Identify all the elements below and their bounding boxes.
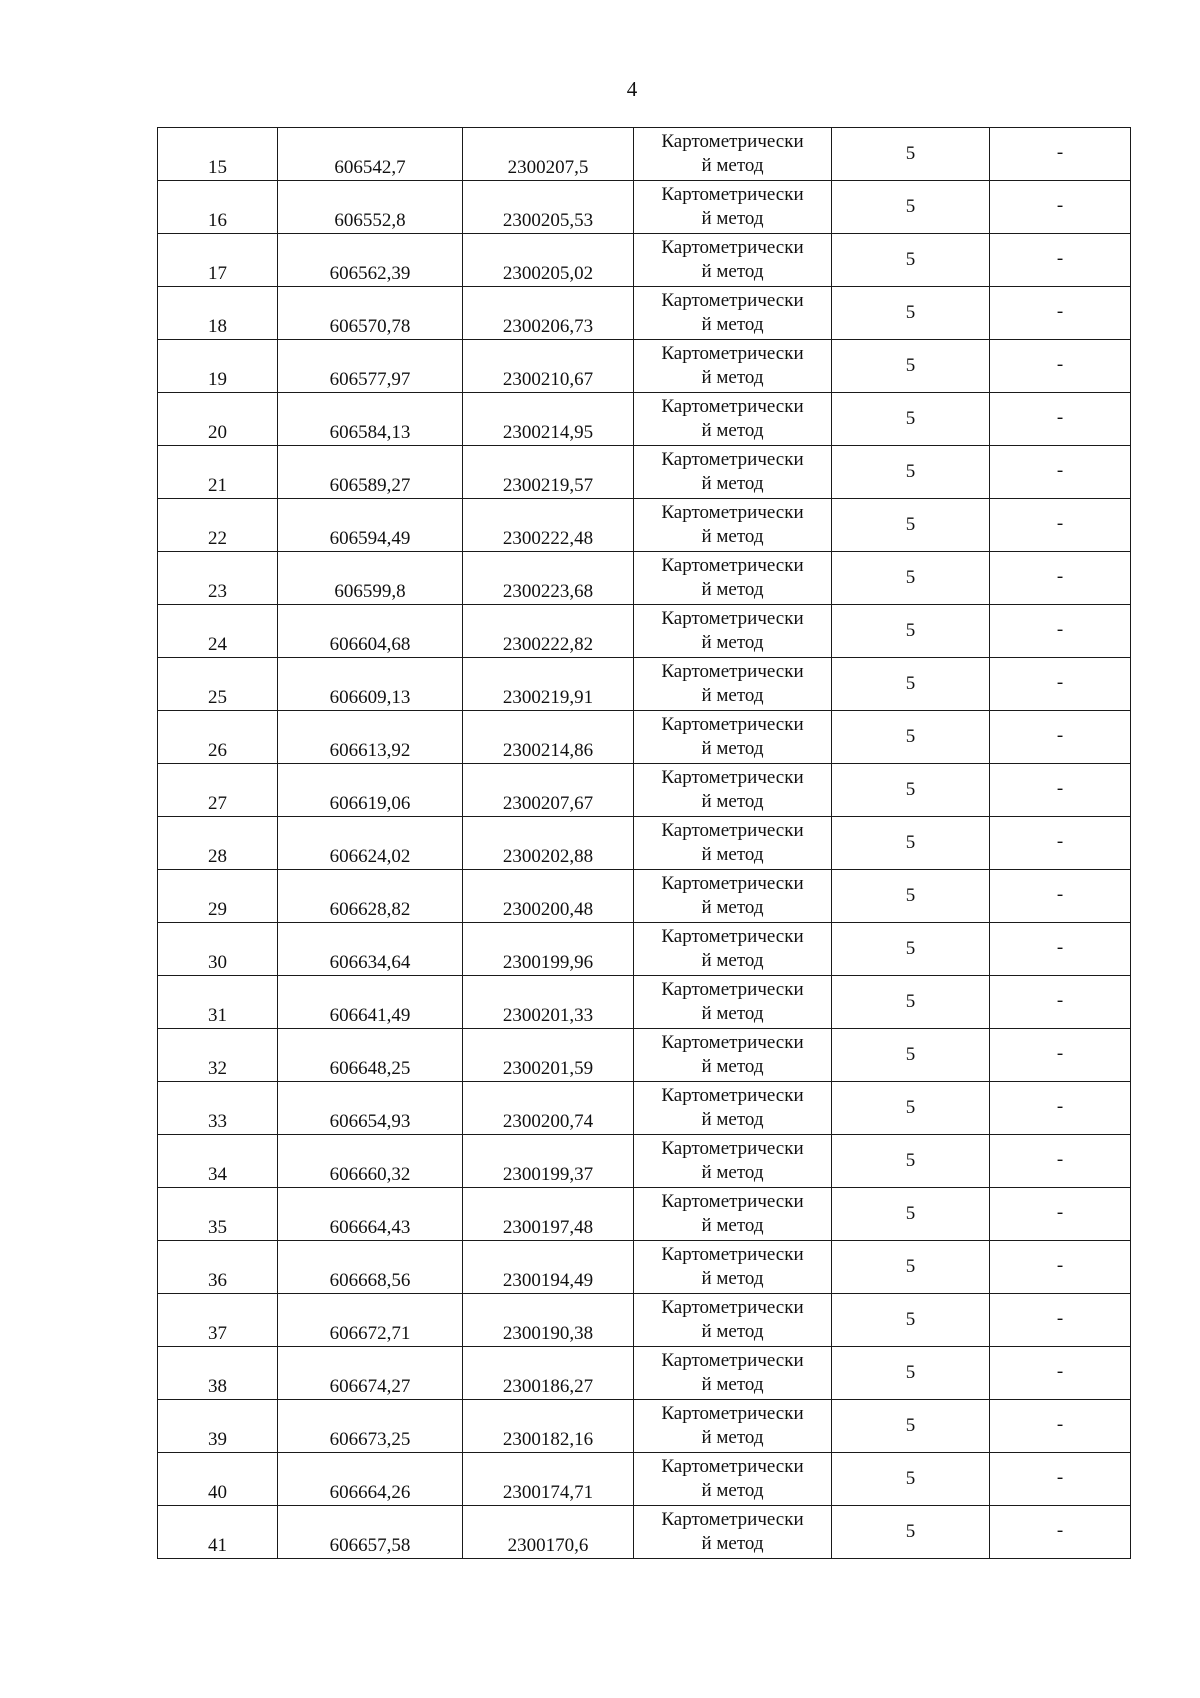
point-number-cell: 19	[158, 340, 278, 393]
y-coordinate-cell: 2300219,91	[463, 658, 634, 711]
note-text: -	[1056, 1043, 1064, 1064]
accuracy-cell: 5	[832, 499, 990, 552]
x-coordinate-cell: 606562,39	[278, 234, 463, 287]
note-text: -	[1056, 248, 1064, 269]
method-cell	[634, 340, 832, 393]
table-row	[158, 1400, 1131, 1453]
table-row	[158, 181, 1131, 234]
method-cell	[634, 1188, 832, 1241]
table-row	[158, 552, 1131, 605]
point-number-cell: 15	[158, 128, 278, 181]
note-text: -	[1056, 301, 1064, 322]
method-cell	[634, 287, 832, 340]
point-number-cell: 22	[158, 499, 278, 552]
y-coordinate-cell: 2300207,5	[463, 128, 634, 181]
point-number-cell: 18	[158, 287, 278, 340]
note-cell	[990, 1082, 1131, 1135]
table-row	[158, 976, 1131, 1029]
note-text: -	[1056, 884, 1064, 905]
note-cell	[990, 923, 1131, 976]
table-row	[158, 446, 1131, 499]
note-cell	[990, 870, 1131, 923]
table-row	[158, 658, 1131, 711]
note-text: -	[1056, 566, 1064, 587]
method-line-2: й метод	[701, 897, 764, 918]
method-cell	[634, 764, 832, 817]
y-coordinate-cell: 2300174,71	[463, 1453, 634, 1506]
note-text: -	[1056, 354, 1064, 375]
method-cell	[634, 711, 832, 764]
x-coordinate-cell: 606570,78	[278, 287, 463, 340]
method-line-1: Картометрически	[661, 1032, 804, 1053]
table-row	[158, 1453, 1131, 1506]
table-row	[158, 128, 1131, 181]
note-cell	[990, 817, 1131, 870]
note-cell	[990, 1135, 1131, 1188]
method-line-1: Картометрически	[661, 1509, 804, 1530]
accuracy-cell: 5	[832, 552, 990, 605]
table-row	[158, 764, 1131, 817]
x-coordinate-cell: 606577,97	[278, 340, 463, 393]
note-text: -	[1056, 1202, 1064, 1223]
note-text: -	[1056, 513, 1064, 534]
x-coordinate-cell: 606657,58	[278, 1506, 463, 1559]
note-text: -	[1056, 1308, 1064, 1329]
x-coordinate-cell: 606654,93	[278, 1082, 463, 1135]
accuracy-cell: 5	[832, 1400, 990, 1453]
accuracy-cell: 5	[832, 393, 990, 446]
note-cell	[990, 234, 1131, 287]
point-number-cell: 24	[158, 605, 278, 658]
method-cell	[634, 976, 832, 1029]
note-text: -	[1056, 1414, 1064, 1435]
note-cell	[990, 1400, 1131, 1453]
x-coordinate-cell: 606634,64	[278, 923, 463, 976]
accuracy-cell: 5	[832, 1347, 990, 1400]
table-row	[158, 340, 1131, 393]
method-line-2: й метод	[701, 473, 764, 494]
method-line-1: Картометрически	[661, 714, 804, 735]
accuracy-cell: 5	[832, 1082, 990, 1135]
method-line-1: Картометрически	[661, 343, 804, 364]
x-coordinate-cell: 606613,92	[278, 711, 463, 764]
note-text: -	[1056, 1149, 1064, 1170]
x-coordinate-cell: 606609,13	[278, 658, 463, 711]
note-text: -	[1056, 725, 1064, 746]
x-coordinate-cell: 606599,8	[278, 552, 463, 605]
coordinates-table-body	[158, 128, 1131, 1559]
x-coordinate-cell: 606619,06	[278, 764, 463, 817]
method-line-1: Картометрически	[661, 184, 804, 205]
method-line-1: Картометрически	[661, 1085, 804, 1106]
x-coordinate-cell: 606552,8	[278, 181, 463, 234]
y-coordinate-cell: 2300222,48	[463, 499, 634, 552]
point-number-cell: 38	[158, 1347, 278, 1400]
note-cell	[990, 1241, 1131, 1294]
y-coordinate-cell: 2300200,74	[463, 1082, 634, 1135]
method-line-1: Картометрически	[661, 396, 804, 417]
method-line-2: й метод	[701, 685, 764, 706]
accuracy-cell: 5	[832, 287, 990, 340]
method-cell	[634, 1347, 832, 1400]
table-row	[158, 499, 1131, 552]
y-coordinate-cell: 2300207,67	[463, 764, 634, 817]
note-text: -	[1056, 937, 1064, 958]
y-coordinate-cell: 2300170,6	[463, 1506, 634, 1559]
note-text: -	[1056, 619, 1064, 640]
point-number-cell: 34	[158, 1135, 278, 1188]
method-line-2: й метод	[701, 1056, 764, 1077]
method-line-2: й метод	[701, 526, 764, 547]
method-line-2: й метод	[701, 314, 764, 335]
method-cell	[634, 817, 832, 870]
point-number-cell: 21	[158, 446, 278, 499]
point-number-cell: 40	[158, 1453, 278, 1506]
method-cell	[634, 923, 832, 976]
accuracy-cell: 5	[832, 1029, 990, 1082]
point-number-cell: 41	[158, 1506, 278, 1559]
method-line-2: й метод	[701, 155, 764, 176]
table-row	[158, 234, 1131, 287]
method-line-1: Картометрически	[661, 131, 804, 152]
note-cell	[990, 1029, 1131, 1082]
method-line-2: й метод	[701, 1109, 764, 1130]
method-line-2: й метод	[701, 208, 764, 229]
note-text: -	[1056, 460, 1064, 481]
y-coordinate-cell: 2300186,27	[463, 1347, 634, 1400]
point-number-cell: 29	[158, 870, 278, 923]
x-coordinate-cell: 606628,82	[278, 870, 463, 923]
method-line-2: й метод	[701, 1321, 764, 1342]
x-coordinate-cell: 606664,43	[278, 1188, 463, 1241]
accuracy-cell: 5	[832, 128, 990, 181]
table-row	[158, 870, 1131, 923]
note-text: -	[1056, 1096, 1064, 1117]
accuracy-cell: 5	[832, 446, 990, 499]
note-text: -	[1056, 672, 1064, 693]
x-coordinate-cell: 606664,26	[278, 1453, 463, 1506]
y-coordinate-cell: 2300219,57	[463, 446, 634, 499]
method-line-2: й метод	[701, 1533, 764, 1554]
note-cell	[990, 605, 1131, 658]
y-coordinate-cell: 2300194,49	[463, 1241, 634, 1294]
accuracy-cell: 5	[832, 1453, 990, 1506]
accuracy-cell: 5	[832, 764, 990, 817]
method-line-1: Картометрически	[661, 608, 804, 629]
table-row	[158, 1188, 1131, 1241]
table-row	[158, 393, 1131, 446]
accuracy-cell: 5	[832, 870, 990, 923]
method-line-1: Картометрически	[661, 767, 804, 788]
note-cell	[990, 658, 1131, 711]
y-coordinate-cell: 2300206,73	[463, 287, 634, 340]
table-row	[158, 1135, 1131, 1188]
note-cell	[990, 128, 1131, 181]
note-cell	[990, 1347, 1131, 1400]
method-cell	[634, 1082, 832, 1135]
accuracy-cell: 5	[832, 923, 990, 976]
point-number-cell: 23	[158, 552, 278, 605]
method-cell	[634, 658, 832, 711]
note-cell	[990, 1294, 1131, 1347]
note-cell	[990, 1188, 1131, 1241]
method-cell	[634, 870, 832, 923]
x-coordinate-cell: 606668,56	[278, 1241, 463, 1294]
table-row	[158, 1082, 1131, 1135]
note-text: -	[1056, 1520, 1064, 1541]
method-cell	[634, 446, 832, 499]
x-coordinate-cell: 606542,7	[278, 128, 463, 181]
x-coordinate-cell: 606624,02	[278, 817, 463, 870]
y-coordinate-cell: 2300214,86	[463, 711, 634, 764]
method-cell	[634, 552, 832, 605]
note-cell	[990, 393, 1131, 446]
method-line-1: Картометрически	[661, 449, 804, 470]
y-coordinate-cell: 2300222,82	[463, 605, 634, 658]
y-coordinate-cell: 2300200,48	[463, 870, 634, 923]
x-coordinate-cell: 606660,32	[278, 1135, 463, 1188]
note-text: -	[1056, 195, 1064, 216]
table-row	[158, 1294, 1131, 1347]
method-cell	[634, 1135, 832, 1188]
table-row	[158, 287, 1131, 340]
page-number: 4	[626, 77, 638, 101]
point-number-cell: 16	[158, 181, 278, 234]
accuracy-cell: 5	[832, 340, 990, 393]
y-coordinate-cell: 2300199,37	[463, 1135, 634, 1188]
y-coordinate-cell: 2300205,53	[463, 181, 634, 234]
note-text: -	[1056, 990, 1064, 1011]
point-number-cell: 33	[158, 1082, 278, 1135]
accuracy-cell: 5	[832, 1506, 990, 1559]
note-text: -	[1056, 831, 1064, 852]
accuracy-cell: 5	[832, 1135, 990, 1188]
method-cell	[634, 234, 832, 287]
note-text: -	[1056, 1361, 1064, 1382]
accuracy-cell: 5	[832, 817, 990, 870]
table-row	[158, 605, 1131, 658]
method-cell	[634, 605, 832, 658]
method-line-1: Картометрически	[661, 1403, 804, 1424]
table-row	[158, 1241, 1131, 1294]
point-number-cell: 35	[158, 1188, 278, 1241]
accuracy-cell: 5	[832, 181, 990, 234]
x-coordinate-cell: 606648,25	[278, 1029, 463, 1082]
x-coordinate-cell: 606589,27	[278, 446, 463, 499]
method-cell	[634, 1506, 832, 1559]
method-line-2: й метод	[701, 1268, 764, 1289]
y-coordinate-cell: 2300182,16	[463, 1400, 634, 1453]
note-text: -	[1056, 407, 1064, 428]
method-cell	[634, 1029, 832, 1082]
table-row	[158, 1506, 1131, 1559]
method-line-1: Картометрически	[661, 290, 804, 311]
point-number-cell: 26	[158, 711, 278, 764]
note-cell	[990, 976, 1131, 1029]
method-cell	[634, 1400, 832, 1453]
note-cell	[990, 340, 1131, 393]
x-coordinate-cell: 606584,13	[278, 393, 463, 446]
method-line-2: й метод	[701, 1215, 764, 1236]
point-number-cell: 25	[158, 658, 278, 711]
method-line-1: Картометрически	[661, 661, 804, 682]
method-cell	[634, 1453, 832, 1506]
method-line-1: Картометрически	[661, 502, 804, 523]
point-number-cell: 31	[158, 976, 278, 1029]
method-cell	[634, 1241, 832, 1294]
note-text: -	[1056, 1467, 1064, 1488]
method-line-2: й метод	[701, 1427, 764, 1448]
point-number-cell: 20	[158, 393, 278, 446]
accuracy-cell: 5	[832, 1241, 990, 1294]
x-coordinate-cell: 606674,27	[278, 1347, 463, 1400]
x-coordinate-cell: 606594,49	[278, 499, 463, 552]
accuracy-cell: 5	[832, 1294, 990, 1347]
accuracy-cell: 5	[832, 658, 990, 711]
method-line-2: й метод	[701, 367, 764, 388]
point-number-cell: 39	[158, 1400, 278, 1453]
point-number-cell: 28	[158, 817, 278, 870]
method-line-1: Картометрически	[661, 1191, 804, 1212]
note-cell	[990, 1506, 1131, 1559]
method-line-2: й метод	[701, 1374, 764, 1395]
point-number-cell: 27	[158, 764, 278, 817]
method-line-1: Картометрически	[661, 926, 804, 947]
y-coordinate-cell: 2300223,68	[463, 552, 634, 605]
method-line-2: й метод	[701, 1480, 764, 1501]
method-line-2: й метод	[701, 791, 764, 812]
method-line-1: Картометрически	[661, 1244, 804, 1265]
method-line-2: й метод	[701, 579, 764, 600]
method-cell	[634, 1294, 832, 1347]
point-number-cell: 30	[158, 923, 278, 976]
note-text: -	[1056, 1255, 1064, 1276]
y-coordinate-cell: 2300201,33	[463, 976, 634, 1029]
method-line-1: Картометрически	[661, 1297, 804, 1318]
note-cell	[990, 287, 1131, 340]
y-coordinate-cell: 2300197,48	[463, 1188, 634, 1241]
accuracy-cell: 5	[832, 234, 990, 287]
method-line-2: й метод	[701, 844, 764, 865]
note-cell	[990, 181, 1131, 234]
point-number-cell: 37	[158, 1294, 278, 1347]
x-coordinate-cell: 606604,68	[278, 605, 463, 658]
table-row	[158, 711, 1131, 764]
y-coordinate-cell: 2300205,02	[463, 234, 634, 287]
y-coordinate-cell: 2300190,38	[463, 1294, 634, 1347]
point-number-cell: 36	[158, 1241, 278, 1294]
method-line-2: й метод	[701, 738, 764, 759]
y-coordinate-cell: 2300201,59	[463, 1029, 634, 1082]
x-coordinate-cell: 606641,49	[278, 976, 463, 1029]
note-text: -	[1056, 142, 1064, 163]
point-number-cell: 17	[158, 234, 278, 287]
method-line-1: Картометрически	[661, 237, 804, 258]
note-cell	[990, 552, 1131, 605]
coordinates-table	[157, 127, 1131, 1559]
method-line-2: й метод	[701, 1162, 764, 1183]
x-coordinate-cell: 606673,25	[278, 1400, 463, 1453]
method-line-1: Картометрически	[661, 1456, 804, 1477]
y-coordinate-cell: 2300202,88	[463, 817, 634, 870]
method-line-1: Картометрически	[661, 555, 804, 576]
y-coordinate-cell: 2300210,67	[463, 340, 634, 393]
method-line-1: Картометрически	[661, 1138, 804, 1159]
note-text: -	[1056, 778, 1064, 799]
note-cell	[990, 711, 1131, 764]
table-row	[158, 1347, 1131, 1400]
table-row	[158, 1029, 1131, 1082]
table-row	[158, 817, 1131, 870]
accuracy-cell: 5	[832, 1188, 990, 1241]
x-coordinate-cell: 606672,71	[278, 1294, 463, 1347]
accuracy-cell: 5	[832, 711, 990, 764]
method-cell	[634, 499, 832, 552]
method-line-2: й метод	[701, 950, 764, 971]
note-cell	[990, 1453, 1131, 1506]
method-line-2: й метод	[701, 420, 764, 441]
y-coordinate-cell: 2300214,95	[463, 393, 634, 446]
method-line-2: й метод	[701, 1003, 764, 1024]
method-line-1: Картометрически	[661, 873, 804, 894]
table-row	[158, 923, 1131, 976]
note-cell	[990, 764, 1131, 817]
accuracy-cell: 5	[832, 976, 990, 1029]
method-line-1: Картометрически	[661, 820, 804, 841]
method-line-2: й метод	[701, 632, 764, 653]
method-line-1: Картометрически	[661, 979, 804, 1000]
method-line-2: й метод	[701, 261, 764, 282]
method-cell	[634, 128, 832, 181]
note-cell	[990, 499, 1131, 552]
y-coordinate-cell: 2300199,96	[463, 923, 634, 976]
method-cell	[634, 181, 832, 234]
method-cell	[634, 393, 832, 446]
point-number-cell: 32	[158, 1029, 278, 1082]
accuracy-cell: 5	[832, 605, 990, 658]
note-cell	[990, 446, 1131, 499]
method-line-1: Картометрически	[661, 1350, 804, 1371]
